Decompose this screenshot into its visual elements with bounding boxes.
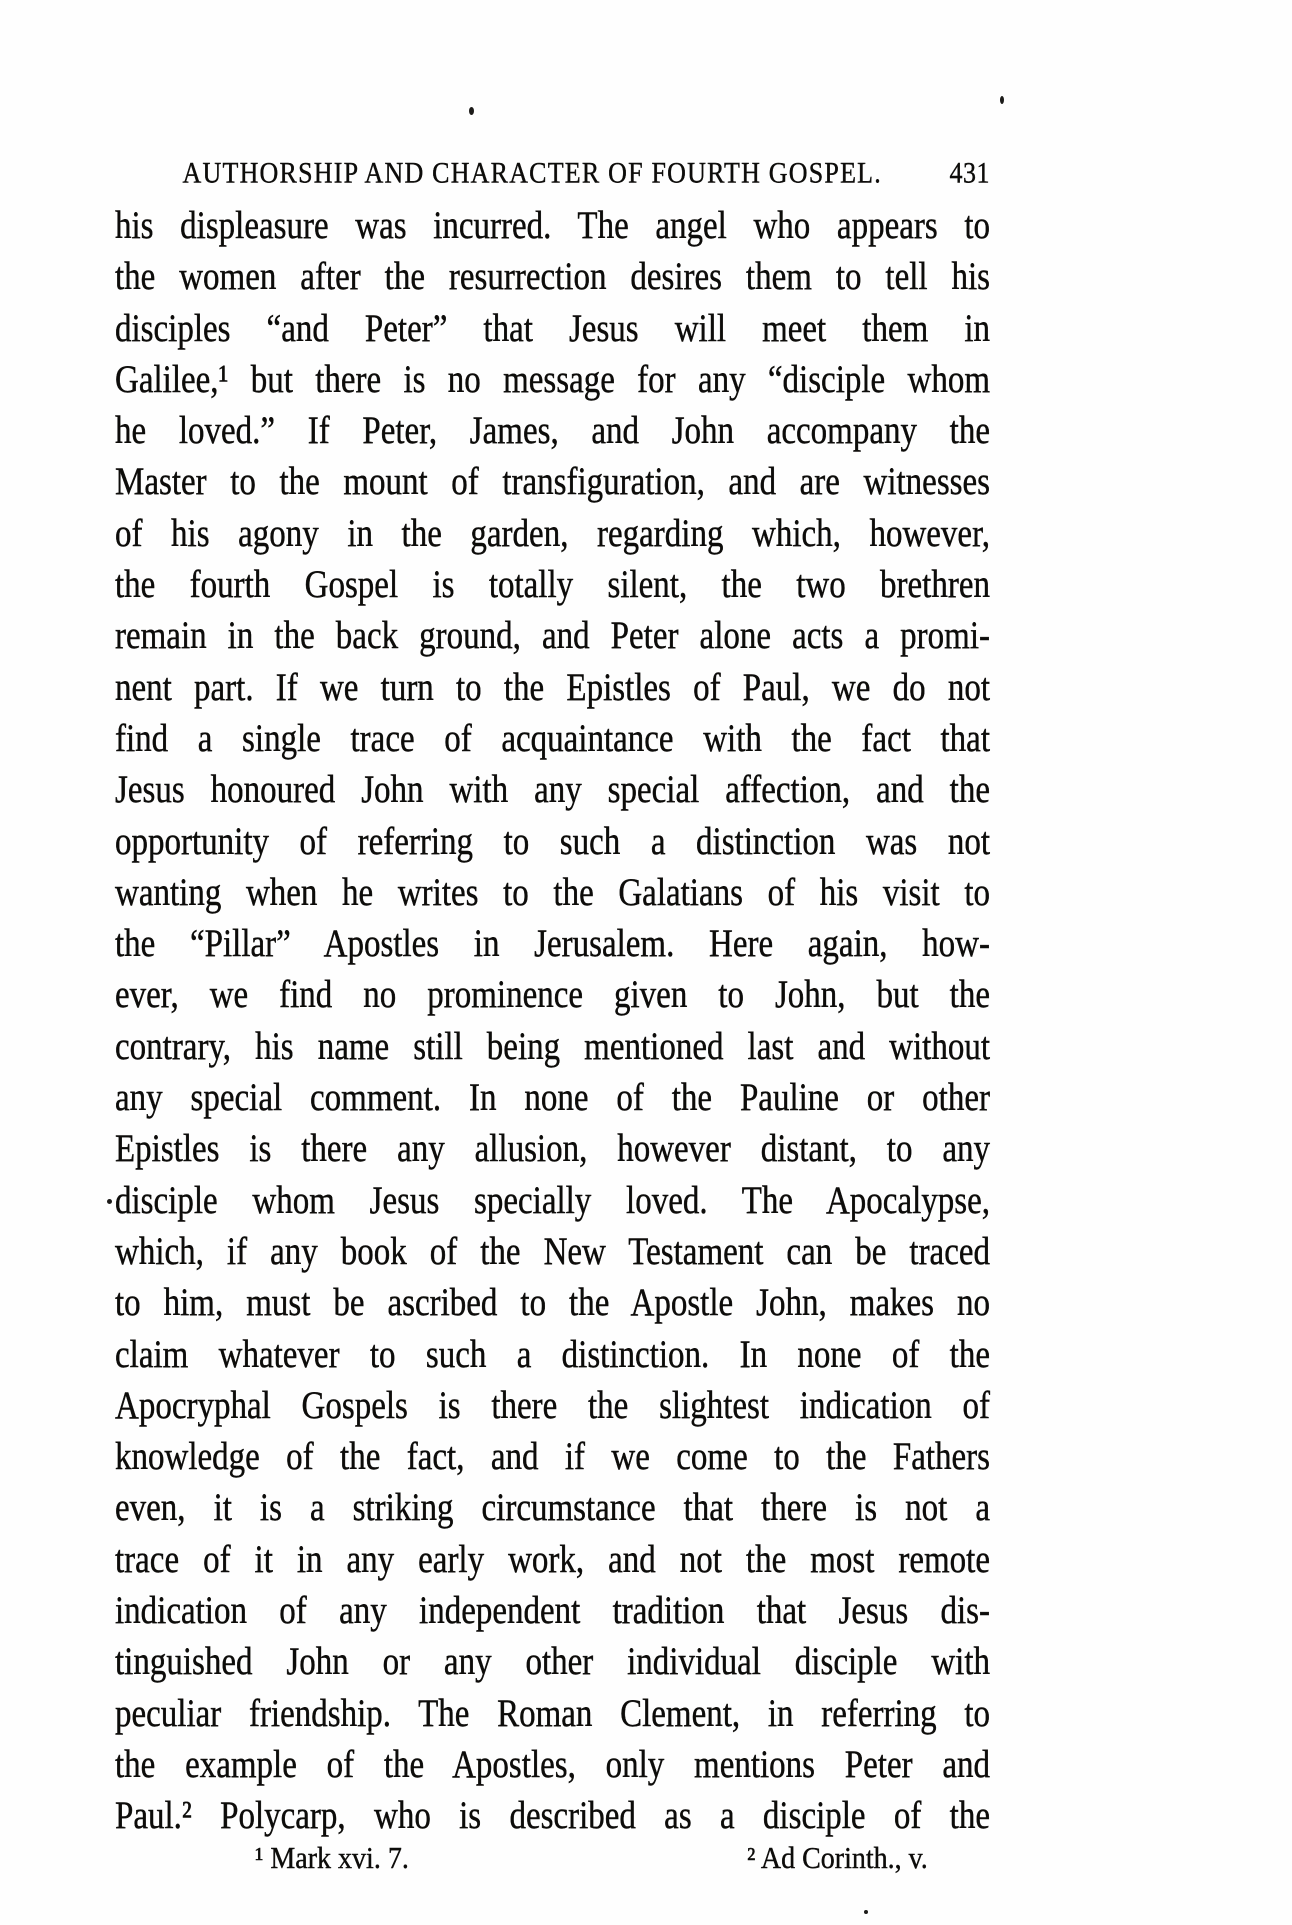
page-number: 431: [949, 156, 990, 190]
text-line: disciples “and Peter” that Jesus will meet them in: [115, 306, 990, 351]
text-line: the women after the resurrection desires them to tell his: [115, 255, 990, 299]
text-line: Paul.² Polycarp, who is described as a disciple of the: [115, 1794, 990, 1838]
text-line: nent part. If we turn to the Epistles of Paul, we do not: [115, 665, 990, 710]
text-line: even, it is a striking circumstance that there is not a: [115, 1486, 990, 1530]
ink-speck: [107, 1199, 112, 1204]
text-line: the “Pillar” Apostles in Jerusalem. Here again, how-: [115, 922, 990, 966]
ink-speck: [864, 1910, 868, 1914]
footnotes: [115, 1834, 990, 1885]
text-line: wanting when he writes to the Galatians of his visit to: [115, 871, 990, 915]
text-line: Epistles is there any allusion, however distant, to any: [115, 1127, 990, 1171]
text-line: he loved.” If Peter, James, and John accompany the: [115, 409, 990, 453]
text-line: which, if any book of the New Testament can be traced: [115, 1230, 990, 1274]
text-line: the fourth Gospel is totally silent, the two brethren: [115, 563, 990, 607]
text-line: trace of it in any early work, and not the most remote: [115, 1537, 990, 1582]
running-head: [115, 156, 990, 191]
text-line: ever, we find no prominence given to John, but the: [115, 973, 990, 1017]
text-line: find a single trace of acquaintance with the fact that: [115, 717, 990, 761]
text-line: Galilee,¹ but there is no message for any “disciple whom: [115, 358, 990, 402]
text-line: contrary, his name still being mentioned last and without: [115, 1024, 990, 1069]
footnote-1: ¹ Mark xvi. 7.: [255, 1841, 409, 1876]
footnote-2: ² Ad Corinth., v.: [747, 1841, 928, 1876]
text-line: knowledge of the fact, and if we come to the Fathers: [115, 1435, 990, 1479]
text-line: Jesus honoured John with any special affection, and the: [115, 768, 990, 812]
text-line: claim whatever to such a distinction. In none of the: [115, 1332, 990, 1376]
text-line: remain in the back ground, and Peter alone acts a promi-: [115, 614, 990, 658]
text-line: of his agony in the garden, regarding which, however,: [115, 512, 990, 556]
text-line: Apocryphal Gospels is there the slightest indication of: [115, 1384, 990, 1428]
text-line: the example of the Apostles, only mentions Peter and: [115, 1743, 990, 1787]
text-line: peculiar friendship. The Roman Clement, in referring to: [115, 1691, 990, 1736]
running-head-title: AUTHORSHIP AND CHARACTER OF FOURTH GOSPEL.: [182, 156, 882, 190]
text-line: opportunity of referring to such a distinction was not: [115, 819, 990, 864]
ink-speck: [1000, 96, 1004, 104]
text-line: any special comment. In none of the Pauline or other: [115, 1076, 990, 1120]
ink-speck: [469, 107, 474, 115]
text-line: Master to the mount of transfiguration, and are witnesses: [115, 460, 990, 504]
body-text: [115, 202, 990, 1844]
text-line: his displeasure was incurred. The angel who appears to: [115, 204, 990, 248]
text-line: indication of any independent tradition that Jesus dis-: [115, 1589, 990, 1633]
text-line: to him, must be ascribed to the Apostle John, makes no: [115, 1281, 990, 1325]
text-line: tinguished John or any other individual disciple with: [115, 1640, 990, 1684]
text-line: disciple whom Jesus specially loved. The Apocalypse,: [115, 1178, 990, 1223]
